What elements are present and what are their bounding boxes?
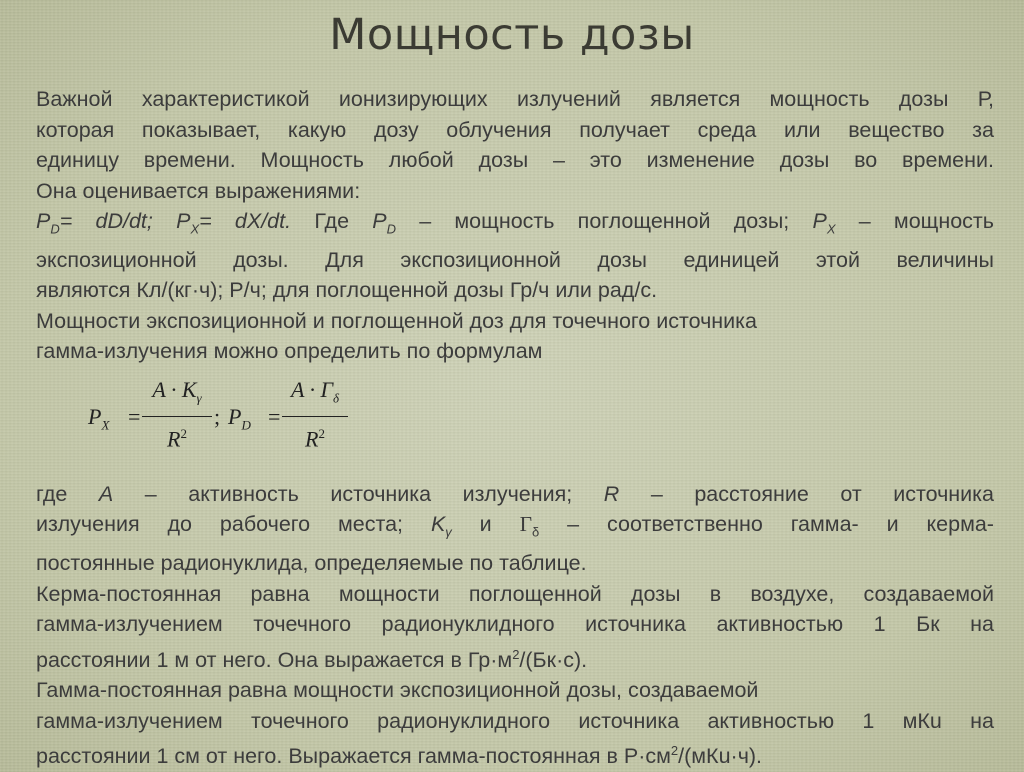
para4-line1: где A – активность источника излучения; R – расстояние от источника [36, 481, 994, 506]
para1-line3: единицу времени. Мощность любой дозы – это изменение дозы во времени. [36, 148, 994, 172]
para6-line2: гамма-излучением точечного радионуклидного источника активностью 1 мКu на [36, 708, 994, 733]
formula-eq-1: = [128, 403, 141, 429]
para2-line3: являются Кл/(кг·ч); Р/ч; для поглощенной дозы Гр/ч или рад/с. [36, 278, 658, 303]
formula-fraction-1: $\frac{A \cdot K_\gamma}{R^2}$ [142, 375, 212, 455]
para5-line1: Керма-постоянная равна мощности поглощенной дозы в воздухе, создаваемой [36, 581, 994, 606]
para5-line3: расстоянии 1 м от него. Она выражается в $Гр\cdot м^2/(Бк\cdot с)$. [36, 646, 588, 672]
para3-line1: Мощности экспозиционной и поглощенной доз для точечного источника [36, 308, 757, 333]
formula-fraction-2: $\frac{A \cdot \Gamma_\delta}{R^2}$ [282, 375, 348, 455]
formula-pd: $P_D$ [228, 403, 251, 433]
formula-separator: ; [214, 403, 221, 429]
para1-line2: которая показывает, какую дозу облучения получает среда или вещество за [36, 117, 994, 142]
para2-line2: экспозиционной дозы. Для экспозиционной дозы единицей этой величины [36, 247, 994, 272]
para2-line1: $P_D= dD/dt$; $P_X= dX/dt$. Где $P_D$ – мощность поглощенной дозы; $P_X$ – мощность [36, 209, 994, 237]
para5-line2: гамма-излучением точечного радионуклидного источника активностью 1 Бк на [36, 612, 994, 637]
slide-body [36, 84, 994, 772]
slide-title: Мощность дозы [329, 10, 695, 60]
para6-line3: расстоянии 1 см от него. Выражается гамма-постоянная в $Р\cdot см^2/(мКu\cdot ч)$. [36, 743, 763, 769]
para3-line2: гамма-излучения можно определить по формулам [36, 339, 543, 364]
para4-line3: постоянные радионуклида, определяемые по таблице. [36, 551, 587, 576]
para1-line1: Важной характеристикой ионизирующих излучений является мощность дозы Р, [36, 87, 994, 111]
formula-px: $P_X$ [88, 403, 110, 433]
dose-rate-formula [36, 367, 994, 463]
para4-line2: излучения до рабочего места; $K_\gamma$ и $\Gamma_\delta$ – соответственно гамма- и керма- [36, 512, 994, 540]
para1-line4: Она оценивается выражениями: [36, 178, 361, 203]
para6-line1: Гамма-постоянная равна мощности экспозиционной дозы, создаваемой [36, 678, 759, 703]
formula-eq-2: = [268, 403, 281, 429]
